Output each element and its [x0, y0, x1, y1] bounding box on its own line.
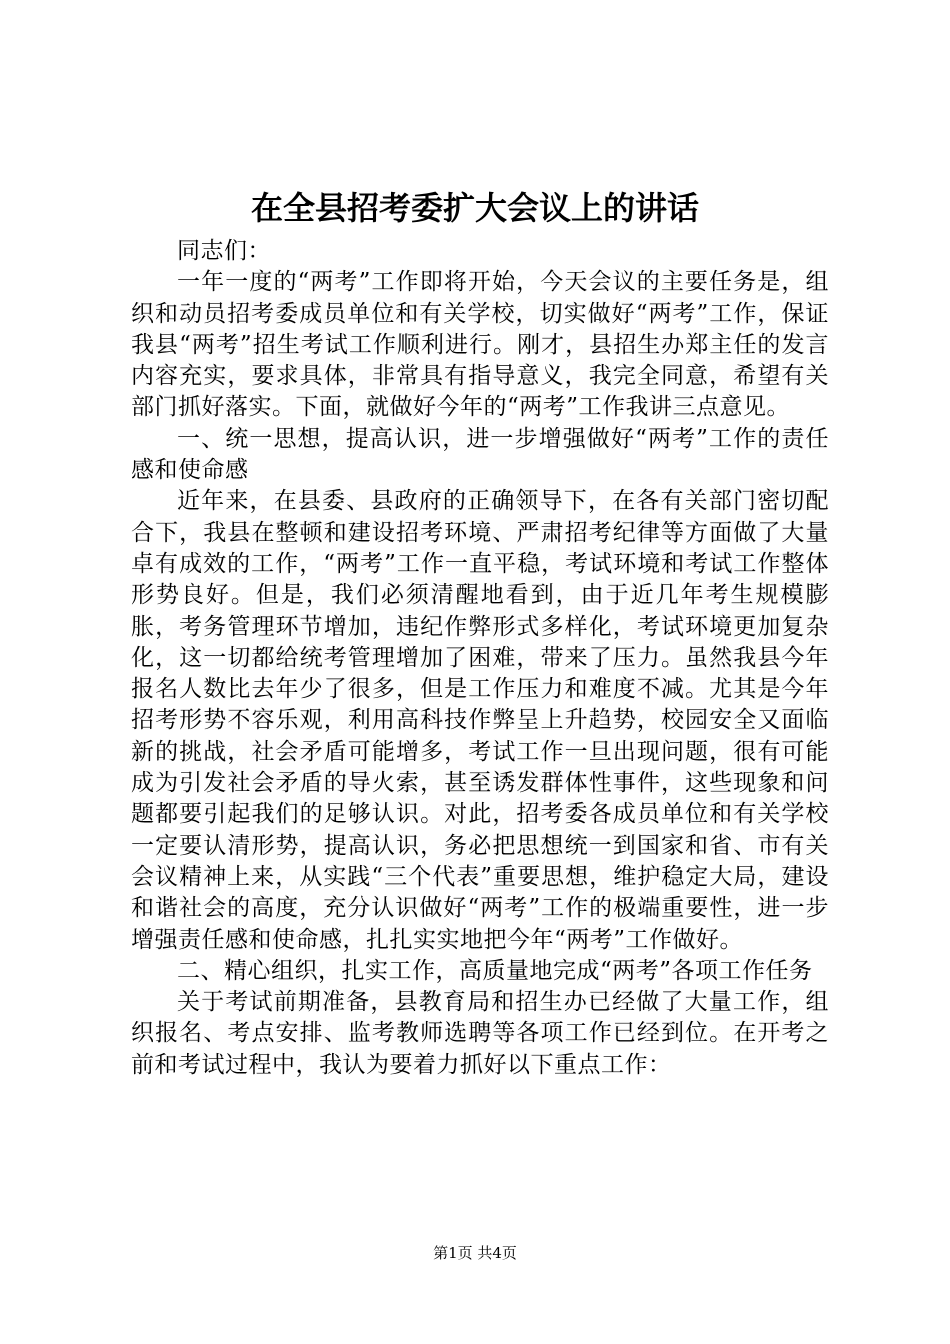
document-body: [131, 236, 829, 1081]
salutation-paragraph: 同志们：: [177, 238, 271, 264]
section-two-paragraph: 关于考试前期准备，县教育局和招生办已经做了大量工作，组织报名、考点安排、监考教师选聘等各项工作已经到位。在开考之前和考试过程中，我认为要着力抓好以下重点工作：: [131, 989, 829, 1078]
section-one-heading: 一、统一思想，提高认识，进一步增强做好“两考”工作的责任感和使命感: [131, 425, 829, 484]
page-number-footer: 第1页 共4页: [433, 1244, 517, 1262]
section-two-heading: 二、精心组织，扎实工作，高质量地完成“两考”各项工作任务: [177, 957, 813, 984]
section-one-paragraph: 近年来，在县委、县政府的正确领导下，在各有关部门密切配合下，我县在整顿和建设招考环境、严肃招考纪律等方面做了大量卓有成效的工作，“两考”工作一直平稳，考试环境和考试工作整体形势良好。但是，我们必须清醒地看到，由于近几年考生规模膨胀，考务管理环节增加，违纪作弊形式多样化，考试环境更加复杂化，这一切都给统考管理增加了困难，带来了压力。虽然我县今年报名人数比去年少了很多，但是工作压力和难度不减。尤其是今年招考形势不容乐观，利用高科技作弊呈上升趋势，校园安全又面临新的挑战，社会矛盾可能增多，考试工作一旦出现问题，很有可能成为引发社会矛盾的导火索，甚至诱发群体性事件，这些现象和问题都要引起我们的足够认识。对此，招考委各成员单位和有关学校一定要认清形势，提高认识，务必把思想统一到国家和省、市有关会议精神上来，从实践“三个代表”重要思想，维护稳定大局，建设和谐社会的高度，充分认识做好“两考”工作的极端重要性，进一步增强责任感和使命感，扎扎实实地把今年“两考”工作做好。: [131, 488, 829, 953]
intro-paragraph: 一年一度的“两考”工作即将开始，今天会议的主要任务是，组织和动员招考委成员单位和有关学校，切实做好“两考”工作，保证我县“两考”招生考试工作顺利进行。刚才，县招生办郑主任的发言内容充实，要求具体，非常具有指导意义，我完全同意，希望有关部门抓好落实。下面，就做好今年的“两考”工作我讲三点意见。: [131, 269, 829, 421]
document-title: 在全县招考委扩大会议上的讲话: [250, 189, 699, 227]
